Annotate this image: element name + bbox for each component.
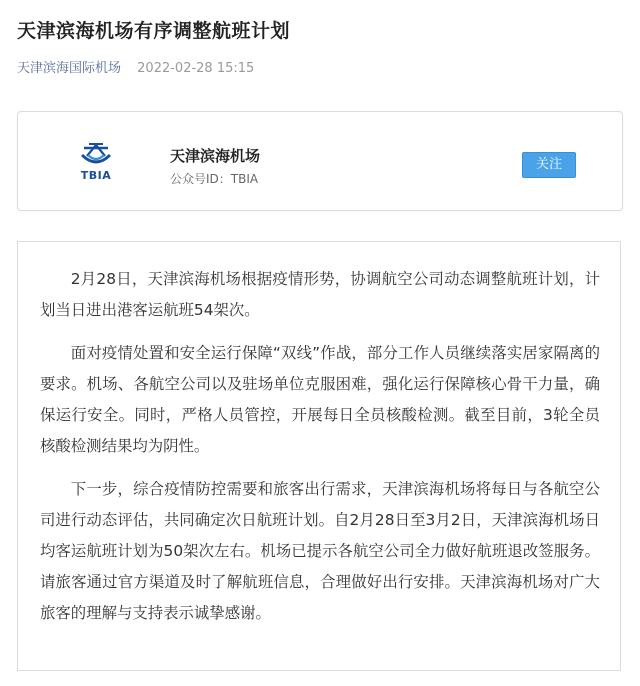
follow-button[interactable]: 关注	[522, 152, 576, 178]
article-title: 天津滨海机场有序调整航班计划	[17, 20, 291, 42]
article-paragraph: 2月28日，天津滨海机场根据疫情形势，协调航空公司动态调整航班计划，计划当日进出港客运航班54架次。	[40, 270, 600, 319]
article-paragraph: 下一步，综合疫情防控需要和旅客出行需求，天津滨海机场将每日与各航空公司进行动态评估，共同确定次日航班计划。自2月28日至3月2日，天津滨海机场日均客运航班计划为50架次左右。机场已提示各航空公司全力做好航班退改签服务。请旅客通过官方渠道及时了解航班信息，合理做好出行安排。天津滨海机场对广大旅客的理解与支持表示诚挚感谢。	[40, 480, 600, 622]
account-name: 天津滨海机场	[170, 147, 261, 165]
article-body	[17, 241, 621, 671]
account-id: 公众号ID：TBIA	[170, 172, 259, 186]
publish-time: 2022-02-28 15:15	[137, 61, 255, 76]
account-card[interactable]	[17, 111, 623, 211]
article-meta	[17, 57, 254, 76]
logo-text: TBIA	[80, 169, 112, 182]
airport-logo-icon	[76, 142, 116, 184]
source-link[interactable]: 天津滨海国际机场	[17, 61, 122, 76]
article-paragraph: 面对疫情处置和安全运行保障“双线”作战，部分工作人员继续落实居家隔离的要求。机场、各航空公司以及驻场单位克服困难，强化运行保障核心骨干力量，确保运行安全。同时，严格人员管控，开展每日全员核酸检测。截至目前，3轮全员核酸检测结果均为阴性。	[40, 344, 600, 455]
airport-logo-graphic	[76, 142, 116, 170]
